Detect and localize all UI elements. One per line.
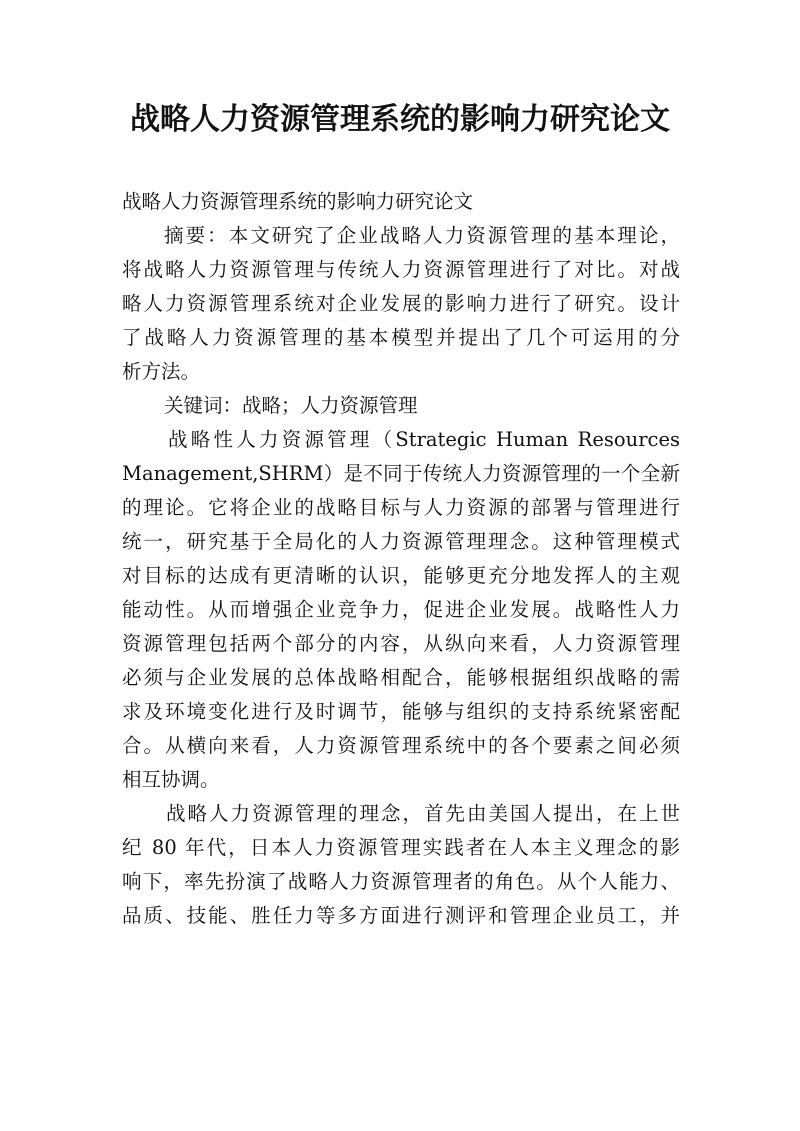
abstract-line: 了战略人力资源管理的基本模型并提出了几个可运用的分 [122, 326, 680, 349]
paragraph-line: 统一，研究基于全局化的人力资源管理理念。这种管理模式 [122, 530, 680, 553]
keywords-line: 关键词：战略；人力资源管理 [164, 394, 418, 417]
paragraph-line: 战略性人力资源管理（Strategic Human Resources [168, 428, 680, 451]
paragraph-line: 的理论。它将企业的战略目标与人力资源的部署与管理进行 [122, 496, 680, 519]
abstract-line: 将战略人力资源管理与传统人力资源管理进行了对比。对战 [122, 258, 680, 281]
abstract-line: 摘要：本文研究了企业战略人力资源管理的基本理论， [164, 224, 680, 247]
document-title: 战略人力资源管理系统的影响力研究论文 [130, 102, 670, 137]
abstract-line: 析方法。 [122, 360, 201, 383]
paragraph-line: 能动性。从而增强企业竞争力，促进企业发展。战略性人力 [122, 598, 680, 621]
paragraph-line: 求及环境变化进行及时调节，能够与组织的支持系统紧密配 [122, 700, 680, 723]
paragraph-line: 战略人力资源管理的理念，首先由美国人提出，在上世 [166, 802, 680, 825]
paragraph-line: 必须与企业发展的总体战略相配合，能够根据组织战略的需 [122, 666, 680, 689]
abstract-line: 略人力资源管理系统对企业发展的影响力进行了研究。设计 [122, 292, 680, 315]
paragraph-line: 相互协调。 [122, 768, 220, 791]
paragraph-line: 资源管理包括两个部分的内容，从纵向来看，人力资源管理 [122, 632, 680, 655]
paragraph-line: 合。从横向来看，人力资源管理系统中的各个要素之间必须 [122, 734, 680, 757]
document-body [122, 185, 680, 933]
paragraph-line: 品质、技能、胜任力等多方面进行测评和管理企业员工，并 [122, 904, 680, 927]
paragraph-line: 纪 80 年代，日本人力资源管理实践者在人本主义理念的影 [122, 836, 680, 859]
paragraph-line: 对目标的达成有更清晰的认识，能够更充分地发挥人的主观 [122, 564, 680, 587]
paragraph-line: Management,SHRM）是不同于传统人力资源管理的一个全新 [122, 462, 680, 485]
paragraph-line: 响下，率先扮演了战略人力资源管理者的角色。从个人能力、 [122, 870, 680, 893]
subtitle-line: 战略人力资源管理系统的影响力研究论文 [122, 190, 474, 213]
